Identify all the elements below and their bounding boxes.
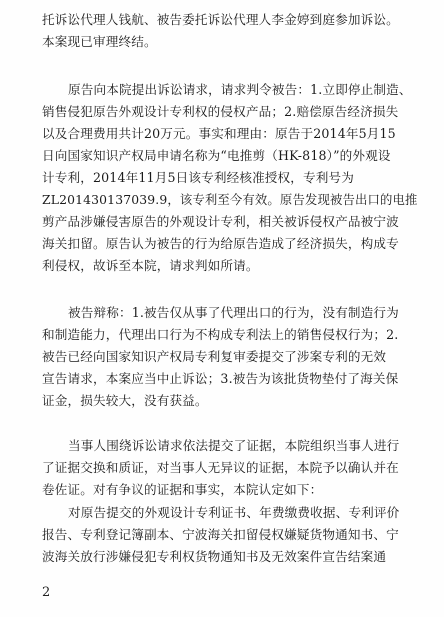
page-number: 2 xyxy=(42,585,51,600)
text-line-2: 本案现已审理终结。 xyxy=(42,34,157,49)
text-line-17: 当事人围绕诉讼请求依法提交了证据，本院组织当事人进行 xyxy=(68,438,400,453)
text-line-22: 波海关放行涉嫌侵犯专利权货物通知书及无效案件宣告结案通 xyxy=(42,549,387,564)
text-line-13: 和制造能力，代理出口行为不构成专利法上的销售侵权行为；2. xyxy=(42,327,399,342)
text-line-1: 托诉讼代理人钱航、被告委托诉讼代理人李金婷到庭参加诉讼。 xyxy=(42,12,399,27)
text-line-16: 证金，损失较大，没有获益。 xyxy=(42,393,208,408)
text-line-11: 利侵权，故诉至本院，请求判如所请。 xyxy=(42,258,259,273)
text-line-18: 了证据交换和质证，对当事人无异议的证据，本院予以确认并在 xyxy=(42,460,399,475)
text-line-12: 被告辩称：1.被告仅从事了代理出口的行为，没有制造行为 xyxy=(68,305,399,320)
text-line-21: 报告、专利登记簿副本、宁波海关扣留侵权嫌疑货物通知书、宁 xyxy=(42,527,399,542)
text-line-5: 以及合理费用共计20万元。事实和理由：原告于2014年5月15 xyxy=(42,126,396,141)
text-line-3: 原告向本院提出诉讼请求，请求判令被告：1.立即停止制造、 xyxy=(68,82,412,97)
text-line-6: 日向国家知识产权局申请名称为“电推剪（HK-818）”的外观设 xyxy=(42,148,391,163)
text-line-4: 销售侵犯原告外观设计专利权的侵权产品；2.赔偿原告经济损失 xyxy=(42,104,399,119)
text-line-19: 卷佐证。对有争议的证据和事实，本院认定如下： xyxy=(42,482,323,497)
text-line-9: 剪产品涉嫌侵害原告的外观设计专利，相关被诉侵权产品被宁波 xyxy=(42,214,399,229)
text-line-20: 对原告提交的外观设计专利证书、年费缴费收据、专利评价 xyxy=(68,505,400,520)
text-line-15: 宣告请求，本案应当中止诉讼；3.被告为该批货物垫付了海关保 xyxy=(42,371,399,386)
text-line-7: 计专利，2014年11月5日该专利经核准授权，专利号为 xyxy=(42,170,355,185)
text-line-14: 被告已经向国家知识产权局专利复审委提交了涉案专利的无效 xyxy=(42,349,387,364)
text-line-10: 海关扣留。原告认为被告的行为给原告造成了经济损失，构成专 xyxy=(42,236,399,251)
text-line-8: ZL201430137039.9，该专利至今有效。原告发现被告出口的电推 xyxy=(42,193,418,207)
